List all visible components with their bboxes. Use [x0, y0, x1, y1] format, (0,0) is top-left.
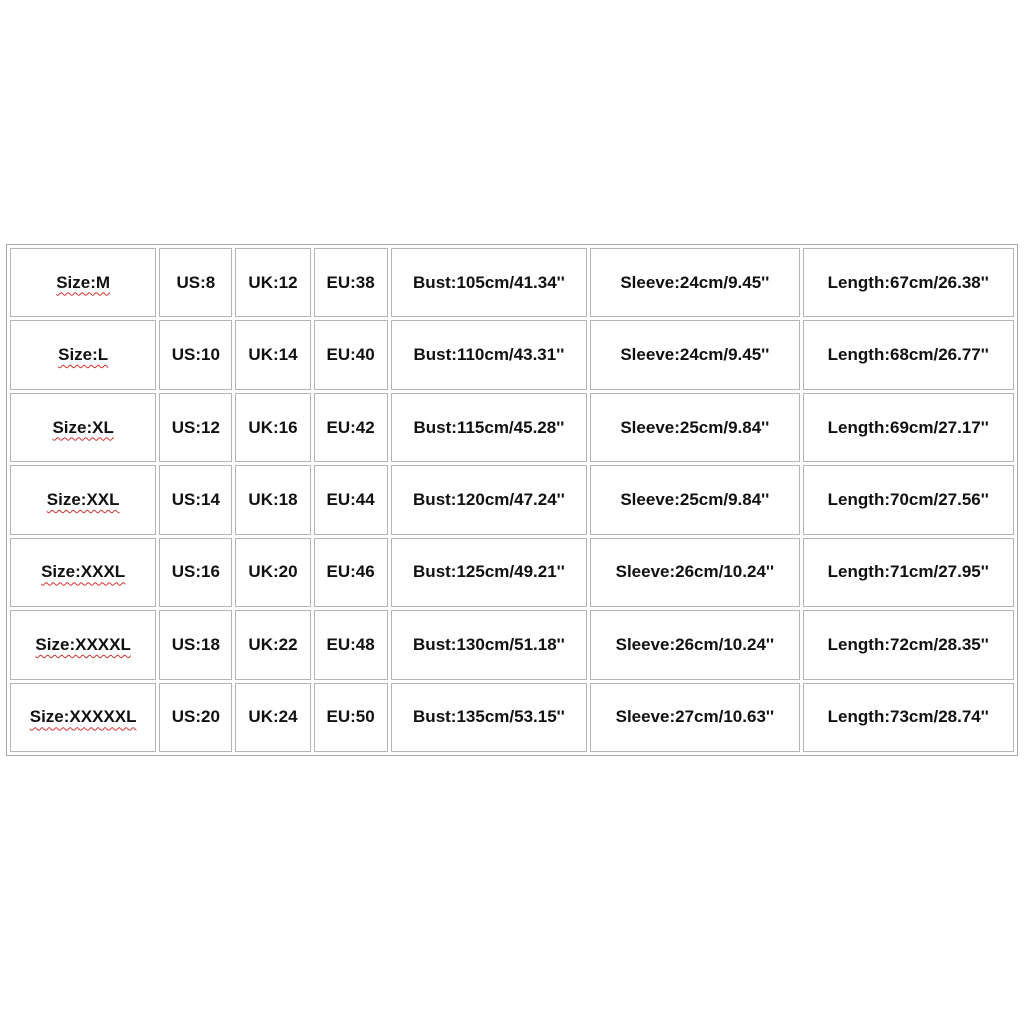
table-row	[10, 320, 1014, 389]
cell-us-size: US:10	[159, 320, 232, 389]
size-label: Size:M	[56, 272, 111, 292]
cell-us-size: US:18	[159, 610, 232, 679]
cell-bust: Bust:120cm/47.24''	[391, 465, 587, 534]
cell-eu-size: EU:46	[314, 538, 388, 607]
cell-length: Length:73cm/28.74''	[803, 683, 1014, 752]
cell-uk-size: UK:24	[235, 683, 310, 752]
cell-bust: Bust:125cm/49.21''	[391, 538, 587, 607]
table-row	[10, 393, 1014, 462]
cell-sleeve: Sleeve:24cm/9.45''	[590, 320, 799, 389]
table-row	[10, 465, 1014, 534]
cell-us-size: US:14	[159, 465, 232, 534]
cell-size	[10, 683, 156, 752]
cell-uk-size: UK:14	[235, 320, 310, 389]
cell-bust: Bust:135cm/53.15''	[391, 683, 587, 752]
cell-eu-size: EU:42	[314, 393, 388, 462]
cell-eu-size: EU:50	[314, 683, 388, 752]
cell-eu-size: EU:44	[314, 465, 388, 534]
cell-size	[10, 465, 156, 534]
cell-us-size: US:16	[159, 538, 232, 607]
cell-size	[10, 610, 156, 679]
size-label: Size:XXL	[46, 489, 120, 509]
size-label: Size:XXXXL	[35, 634, 131, 654]
cell-length: Length:72cm/28.35''	[803, 610, 1014, 679]
cell-sleeve: Sleeve:25cm/9.84''	[590, 465, 799, 534]
cell-size	[10, 320, 156, 389]
cell-uk-size: UK:16	[235, 393, 310, 462]
cell-length: Length:68cm/26.77''	[803, 320, 1014, 389]
size-label: Size:XXXXXL	[29, 707, 137, 727]
cell-bust: Bust:110cm/43.31''	[391, 320, 587, 389]
cell-bust: Bust:130cm/51.18''	[391, 610, 587, 679]
cell-sleeve: Sleeve:27cm/10.63''	[590, 683, 799, 752]
cell-uk-size: UK:18	[235, 465, 310, 534]
cell-size	[10, 248, 156, 317]
cell-us-size: US:12	[159, 393, 232, 462]
cell-size	[10, 538, 156, 607]
cell-bust: Bust:105cm/41.34''	[391, 248, 587, 317]
cell-eu-size: EU:48	[314, 610, 388, 679]
size-chart-table	[6, 244, 1018, 756]
cell-sleeve: Sleeve:26cm/10.24''	[590, 538, 799, 607]
cell-us-size: US:20	[159, 683, 232, 752]
cell-length: Length:67cm/26.38''	[803, 248, 1014, 317]
table-row	[10, 248, 1014, 317]
cell-bust: Bust:115cm/45.28''	[391, 393, 587, 462]
cell-sleeve: Sleeve:25cm/9.84''	[590, 393, 799, 462]
table-row	[10, 538, 1014, 607]
cell-sleeve: Sleeve:26cm/10.24''	[590, 610, 799, 679]
cell-length: Length:69cm/27.17''	[803, 393, 1014, 462]
cell-uk-size: UK:20	[235, 538, 310, 607]
cell-length: Length:70cm/27.56''	[803, 465, 1014, 534]
cell-sleeve: Sleeve:24cm/9.45''	[590, 248, 799, 317]
table-row	[10, 683, 1014, 752]
size-label: Size:L	[58, 345, 109, 365]
cell-eu-size: EU:40	[314, 320, 388, 389]
size-label: Size:XL	[52, 417, 114, 437]
cell-uk-size: UK:12	[235, 248, 310, 317]
cell-uk-size: UK:22	[235, 610, 310, 679]
table-row	[10, 610, 1014, 679]
cell-length: Length:71cm/27.95''	[803, 538, 1014, 607]
size-chart-body	[10, 248, 1014, 752]
cell-eu-size: EU:38	[314, 248, 388, 317]
cell-us-size: US:8	[159, 248, 232, 317]
size-label: Size:XXXL	[41, 562, 126, 582]
cell-size	[10, 393, 156, 462]
